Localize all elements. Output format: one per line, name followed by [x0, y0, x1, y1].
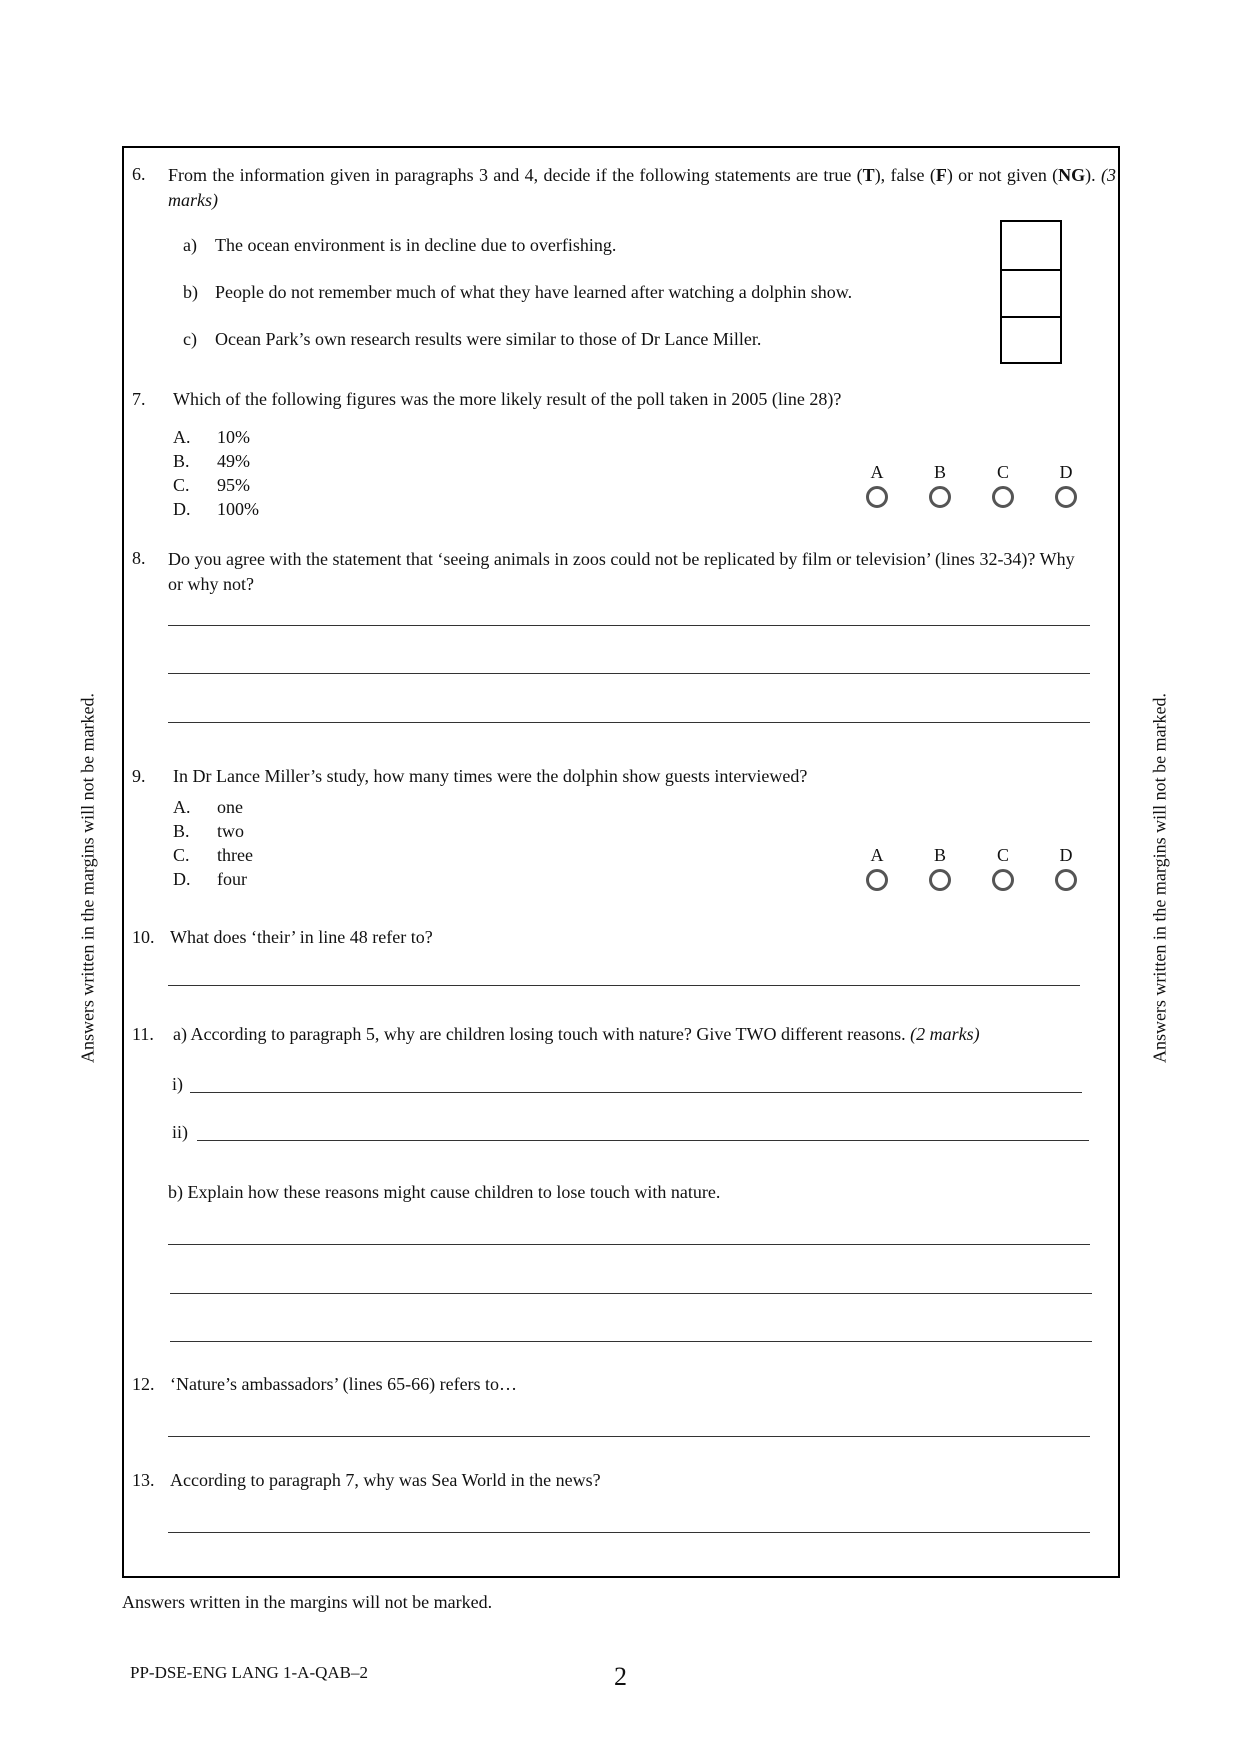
- q6-statement-a: The ocean environment is in decline due to overfishing.: [215, 235, 617, 255]
- q11-number: 11.: [132, 1024, 154, 1044]
- q11a-prompt-i: i): [172, 1074, 183, 1094]
- q11b-answer-line-3[interactable]: [170, 1341, 1092, 1342]
- q7-bubble-label-b: B: [933, 462, 946, 482]
- q6-text: From the information given in paragraphs 3 and 4, decide if the following statements are true (T), false (F) or not given (NG). (3 marks): [168, 165, 1116, 210]
- q6-answer-box-a[interactable]: [1002, 222, 1060, 269]
- q7-option-c-letter: C.: [173, 475, 190, 495]
- q9-bubble-label-c: C: [996, 845, 1009, 865]
- q9-bubble-label-a: A: [870, 845, 884, 865]
- q7-bubble-a[interactable]: [866, 486, 888, 508]
- q9-number: 9.: [132, 766, 146, 786]
- q8-text: Do you agree with the statement that ‘seeing animals in zoos could not be replicated by film or television’ (lines 32-34)? Why or why not?: [168, 549, 1075, 594]
- q8-answer-line-3[interactable]: [168, 722, 1090, 723]
- q8-answer-line-1[interactable]: [168, 625, 1090, 626]
- q7-option-c: 95%: [217, 475, 250, 495]
- q7-option-a-letter: A.: [173, 427, 191, 447]
- q11a-answer-line-i[interactable]: [190, 1092, 1082, 1093]
- q6-answer-box-c[interactable]: [1002, 316, 1060, 363]
- q9-option-c-letter: C.: [173, 845, 190, 865]
- q6-statement-c-label: c): [183, 329, 197, 349]
- q8-answer-line-2[interactable]: [168, 673, 1090, 674]
- q9-bubble-b[interactable]: [929, 869, 951, 891]
- footer-margin-note: Answers written in the margins will not be marked.: [122, 1592, 493, 1612]
- q7-bubble-b[interactable]: [929, 486, 951, 508]
- q9-option-b-letter: B.: [173, 821, 190, 841]
- q11a-text: a) According to paragraph 5, why are children losing touch with nature? Give TWO different reasons. (2 marks): [173, 1024, 980, 1044]
- q12-answer-line[interactable]: [168, 1436, 1090, 1437]
- q11a-prompt-ii: ii): [172, 1122, 188, 1142]
- right-margin-note: Answers written in the margins will not be marked.: [1149, 692, 1170, 1064]
- q7-option-b-letter: B.: [173, 451, 190, 471]
- q9-option-a-letter: A.: [173, 797, 191, 817]
- q7-bubble-label-a: A: [870, 462, 884, 482]
- q9-option-d: four: [217, 869, 247, 889]
- q6-answer-box-b[interactable]: [1002, 269, 1060, 316]
- q7-option-a: 10%: [217, 427, 250, 447]
- page-number: 2: [614, 1662, 627, 1691]
- q9-bubble-a[interactable]: [866, 869, 888, 891]
- q9-option-b: two: [217, 821, 244, 841]
- q7-option-d-letter: D.: [173, 499, 191, 519]
- q6-statement-b: People do not remember much of what they have learned after watching a dolphin show.: [215, 282, 853, 302]
- q6-number: 6.: [132, 164, 146, 184]
- q11a-answer-line-ii[interactable]: [197, 1140, 1089, 1141]
- q11b-text: b) Explain how these reasons might cause children to lose touch with nature.: [168, 1182, 721, 1202]
- q7-number: 7.: [132, 389, 146, 409]
- footer-paper-code: PP-DSE-ENG LANG 1-A-QAB–2: [130, 1663, 368, 1682]
- q9-text: In Dr Lance Miller’s study, how many times were the dolphin show guests interviewed?: [173, 766, 808, 786]
- q7-option-b: 49%: [217, 451, 250, 471]
- q12-text: ‘Nature’s ambassadors’ (lines 65-66) refers to…: [170, 1374, 518, 1394]
- q7-bubble-label-c: C: [996, 462, 1009, 482]
- q7-bubble-label-d: D: [1059, 462, 1073, 482]
- left-margin-note: Answers written in the margins will not be marked.: [77, 692, 98, 1064]
- q9-bubble-label-d: D: [1059, 845, 1073, 865]
- q9-bubble-c[interactable]: [992, 869, 1014, 891]
- q6-statement-a-label: a): [183, 235, 197, 255]
- q9-option-d-letter: D.: [173, 869, 191, 889]
- q7-option-d: 100%: [217, 499, 259, 519]
- q7-bubble-d[interactable]: [1055, 486, 1077, 508]
- q13-number: 13.: [132, 1470, 155, 1490]
- q13-text: According to paragraph 7, why was Sea World in the news?: [170, 1470, 601, 1490]
- answer-frame: [122, 146, 1120, 1578]
- q10-answer-line[interactable]: [168, 985, 1080, 986]
- q6-statement-b-label: b): [183, 282, 198, 302]
- q7-text: Which of the following figures was the more likely result of the poll taken in 2005 (line 28)?: [173, 389, 842, 409]
- q11b-answer-line-1[interactable]: [168, 1244, 1090, 1245]
- q8-number: 8.: [132, 548, 146, 568]
- q10-text: What does ‘their’ in line 48 refer to?: [170, 927, 433, 947]
- q6-answer-boxes: [1000, 220, 1062, 364]
- q13-answer-line[interactable]: [168, 1532, 1090, 1533]
- q9-option-c: three: [217, 845, 253, 865]
- q9-bubble-label-b: B: [933, 845, 946, 865]
- q9-option-a: one: [217, 797, 243, 817]
- q12-number: 12.: [132, 1374, 155, 1394]
- q9-bubble-d[interactable]: [1055, 869, 1077, 891]
- q10-number: 10.: [132, 927, 155, 947]
- q7-bubble-c[interactable]: [992, 486, 1014, 508]
- q6-statement-c: Ocean Park’s own research results were similar to those of Dr Lance Miller.: [215, 329, 762, 349]
- q11b-answer-line-2[interactable]: [170, 1293, 1092, 1294]
